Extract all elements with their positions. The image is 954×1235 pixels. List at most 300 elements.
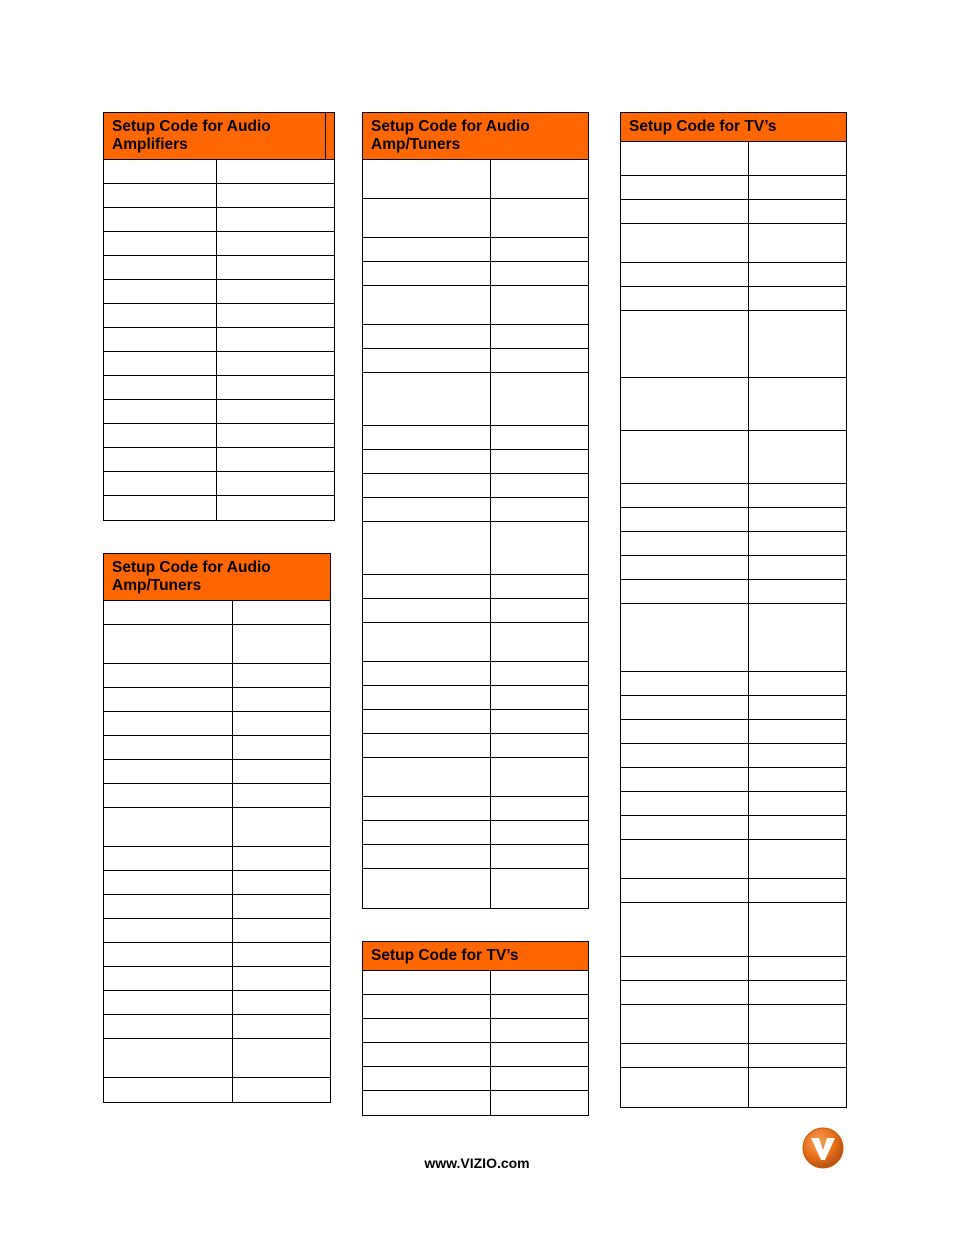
table-cell-brand <box>363 349 491 372</box>
table-cell-brand <box>363 1067 491 1090</box>
table-cell-code <box>491 238 588 261</box>
table-row <box>104 625 330 664</box>
table-row <box>621 1005 846 1044</box>
table-cell-code <box>749 696 846 719</box>
table-cell-brand <box>621 224 749 262</box>
table-cell-brand <box>621 200 749 223</box>
table-cell-brand <box>363 797 491 820</box>
table-cell-brand <box>104 736 233 759</box>
table-row <box>621 879 846 903</box>
table-row <box>104 736 330 760</box>
table-row <box>621 816 846 840</box>
table-row <box>621 604 846 672</box>
table-header <box>363 113 588 160</box>
table-header <box>104 554 330 601</box>
table-cell-code <box>749 903 846 956</box>
table-row <box>621 580 846 604</box>
table-cell-code <box>217 376 334 399</box>
table-cell-brand <box>621 532 749 555</box>
table-cell-code <box>233 847 330 870</box>
table-header <box>621 113 846 142</box>
table-row <box>621 696 846 720</box>
table-cell-brand <box>104 184 217 207</box>
table-cell-brand <box>621 903 749 956</box>
table-cell-code <box>749 1068 846 1107</box>
table-cell-brand <box>621 744 749 767</box>
table-row <box>104 304 334 328</box>
table-cell-brand <box>104 376 217 399</box>
table-row <box>363 262 588 286</box>
table-cell-code <box>491 498 588 521</box>
table-cell-code <box>491 522 588 574</box>
table-cell-code <box>749 768 846 791</box>
table-cell-brand <box>363 373 491 425</box>
table-row <box>621 903 846 957</box>
table-row <box>363 1019 588 1043</box>
table-cell-brand <box>104 712 233 735</box>
table-cell-brand <box>363 734 491 757</box>
table-cell-brand <box>104 256 217 279</box>
table-row <box>363 1043 588 1067</box>
table-cell-brand <box>621 879 749 902</box>
table-cell-code <box>233 991 330 1014</box>
table-row <box>621 744 846 768</box>
table-cell-code <box>217 472 334 495</box>
table-row <box>363 474 588 498</box>
table-cell-code <box>233 967 330 990</box>
table-cell-code <box>491 662 588 685</box>
table-cell-code <box>749 532 846 555</box>
table-cell-brand <box>621 840 749 878</box>
vizio-v-logo-icon <box>801 1126 845 1170</box>
table-cell-brand <box>104 472 217 495</box>
table-row <box>104 760 330 784</box>
table-cell-code <box>233 1039 330 1077</box>
table-row <box>363 662 588 686</box>
table-cell-code <box>233 1078 330 1102</box>
table-cell-brand <box>363 599 491 622</box>
table-cell-code <box>749 672 846 695</box>
table-row <box>104 424 334 448</box>
table-cell-brand <box>363 575 491 598</box>
table-row <box>621 311 846 378</box>
table-row <box>363 522 588 575</box>
table-cell-code <box>491 758 588 796</box>
table-row <box>104 664 330 688</box>
table-cell-code <box>491 349 588 372</box>
table-row <box>363 498 588 522</box>
table-cell-code <box>749 224 846 262</box>
table-cell-brand <box>104 847 233 870</box>
table-row <box>104 376 334 400</box>
table-cell-code <box>749 957 846 980</box>
table-cell-brand <box>363 821 491 844</box>
table-cell-code <box>749 556 846 579</box>
table-cell-brand <box>363 845 491 868</box>
table-cell-code <box>749 142 846 175</box>
table-cell-brand <box>621 696 749 719</box>
table-cell-code <box>233 943 330 966</box>
table-cell-brand <box>104 808 233 846</box>
table-cell-brand <box>621 287 749 310</box>
table-cell-code <box>217 400 334 423</box>
table-cell-brand <box>104 625 233 663</box>
table-cell-brand <box>363 686 491 709</box>
table-cell-code <box>233 784 330 807</box>
table-cell-code <box>233 736 330 759</box>
table-row <box>363 238 588 262</box>
table-cell-brand <box>104 760 233 783</box>
table-row <box>104 472 334 496</box>
table-row <box>621 484 846 508</box>
table-cell-code <box>491 686 588 709</box>
table-cell-brand <box>621 431 749 483</box>
table-cell-brand <box>621 378 749 430</box>
table-row <box>621 840 846 879</box>
table-row <box>104 160 334 184</box>
table-row <box>104 448 334 472</box>
table-row <box>621 672 846 696</box>
table-row <box>621 1068 846 1107</box>
table-row <box>621 378 846 431</box>
table-row <box>104 919 330 943</box>
table-row <box>104 784 330 808</box>
setup-code-table-audio-amplifiers <box>103 112 335 521</box>
table-row <box>621 263 846 287</box>
table-row <box>363 758 588 797</box>
table-row <box>363 286 588 325</box>
table-row <box>363 373 588 426</box>
table-cell-code <box>491 797 588 820</box>
table-cell-code <box>233 688 330 711</box>
table-row <box>104 712 330 736</box>
table-row <box>104 352 334 376</box>
table-cell-code <box>217 424 334 447</box>
table-cell-code <box>491 1067 588 1090</box>
table-row <box>621 556 846 580</box>
table-cell-code <box>749 792 846 815</box>
table-cell-brand <box>104 280 217 303</box>
table-cell-brand <box>363 1019 491 1042</box>
table-cell-brand <box>104 895 233 918</box>
table-cell-code <box>491 1019 588 1042</box>
table-row <box>621 142 846 176</box>
table-cell-brand <box>363 160 491 198</box>
table-cell-code <box>749 484 846 507</box>
table-row <box>621 768 846 792</box>
table-cell-code <box>491 1043 588 1066</box>
table-row <box>363 734 588 758</box>
table-row <box>104 991 330 1015</box>
table-cell-brand <box>363 498 491 521</box>
table-cell-brand <box>104 1078 233 1102</box>
table-cell-brand <box>104 664 233 687</box>
table-cell-code <box>491 623 588 661</box>
table-cell-code <box>491 373 588 425</box>
table-cell-code <box>491 1091 588 1115</box>
table-cell-code <box>749 744 846 767</box>
table-row <box>363 821 588 845</box>
table-cell-brand <box>621 311 749 377</box>
table-cell-code <box>749 378 846 430</box>
table-cell-brand <box>104 208 217 231</box>
table-title: Setup Code for Audio Amplifiers <box>112 118 271 153</box>
table-cell-brand <box>363 474 491 497</box>
table-row <box>363 869 588 908</box>
table-row <box>363 845 588 869</box>
setup-code-table-audio-amp-tuners-middle <box>362 112 589 909</box>
table-cell-brand <box>104 943 233 966</box>
table-cell-code <box>217 328 334 351</box>
table-cell-code <box>749 879 846 902</box>
table-row <box>363 575 588 599</box>
table-row <box>363 450 588 474</box>
table-cell-brand <box>363 995 491 1018</box>
table-cell-brand <box>621 1005 749 1043</box>
table-row <box>621 431 846 484</box>
setup-code-table-audio-amp-tuners-left <box>103 553 331 1103</box>
table-row <box>363 971 588 995</box>
table-cell-brand <box>104 352 217 375</box>
table-row <box>104 895 330 919</box>
table-row <box>363 1067 588 1091</box>
table-row <box>363 995 588 1019</box>
table-cell-brand <box>104 424 217 447</box>
table-row <box>363 623 588 662</box>
table-cell-code <box>217 256 334 279</box>
table-cell-brand <box>363 1091 491 1115</box>
table-cell-code <box>491 710 588 733</box>
table-row <box>104 943 330 967</box>
table-row <box>363 710 588 734</box>
table-row <box>363 797 588 821</box>
table-cell-brand <box>104 967 233 990</box>
table-header <box>104 113 334 160</box>
table-title: Setup Code for Audio Amp/Tuners <box>112 559 271 594</box>
table-cell-brand <box>104 400 217 423</box>
table-cell-code <box>217 496 334 520</box>
table-cell-brand <box>104 1039 233 1077</box>
table-cell-code <box>749 1044 846 1067</box>
table-cell-brand <box>621 1068 749 1107</box>
table-cell-brand <box>363 869 491 908</box>
table-row <box>104 208 334 232</box>
table-cell-code <box>749 840 846 878</box>
table-cell-brand <box>363 325 491 348</box>
table-row <box>104 280 334 304</box>
table-cell-brand <box>621 768 749 791</box>
table-cell-code <box>233 895 330 918</box>
table-cell-brand <box>621 957 749 980</box>
table-cell-brand <box>363 262 491 285</box>
table-cell-brand <box>621 176 749 199</box>
table-row <box>363 199 588 238</box>
table-row <box>104 847 330 871</box>
table-cell-brand <box>621 981 749 1004</box>
table-cell-code <box>491 160 588 198</box>
table-cell-code <box>749 604 846 671</box>
table-cell-brand <box>621 556 749 579</box>
table-cell-brand <box>363 623 491 661</box>
table-cell-brand <box>363 199 491 237</box>
table-row <box>363 160 588 199</box>
table-row <box>104 328 334 352</box>
table-row <box>104 184 334 208</box>
table-cell-brand <box>621 816 749 839</box>
table-row <box>621 200 846 224</box>
table-cell-brand <box>104 688 233 711</box>
table-row <box>104 496 334 520</box>
table-cell-brand <box>621 580 749 603</box>
table-cell-brand <box>363 710 491 733</box>
table-row <box>104 967 330 991</box>
setup-code-table-tvs-middle <box>362 941 589 1116</box>
table-cell-code <box>491 286 588 324</box>
footer-website-url: www.VIZIO.com <box>424 1155 530 1171</box>
table-cell-brand <box>363 971 491 994</box>
table-row <box>363 426 588 450</box>
table-cell-brand <box>104 448 217 471</box>
table-cell-code <box>233 919 330 942</box>
table-cell-code <box>217 280 334 303</box>
table-cell-code <box>491 821 588 844</box>
table-row <box>104 871 330 895</box>
table-cell-code <box>749 816 846 839</box>
table-cell-brand <box>363 662 491 685</box>
table-cell-brand <box>621 508 749 531</box>
table-row <box>621 176 846 200</box>
table-row <box>363 325 588 349</box>
table-cell-code <box>491 599 588 622</box>
table-row <box>104 601 330 625</box>
table-row <box>621 981 846 1005</box>
table-row <box>621 1044 846 1068</box>
table-cell-code <box>233 871 330 894</box>
table-cell-code <box>491 450 588 473</box>
table-cell-brand <box>104 160 217 183</box>
table-row <box>104 256 334 280</box>
setup-code-table-tvs-right <box>620 112 847 1108</box>
table-row <box>363 599 588 623</box>
table-cell-code <box>491 971 588 994</box>
table-cell-brand <box>621 792 749 815</box>
table-cell-brand <box>363 450 491 473</box>
table-row <box>621 792 846 816</box>
table-cell-code <box>749 580 846 603</box>
table-cell-brand <box>621 484 749 507</box>
table-row <box>621 957 846 981</box>
table-cell-brand <box>621 1044 749 1067</box>
table-cell-code <box>217 208 334 231</box>
table-cell-code <box>749 431 846 483</box>
table-cell-code <box>491 575 588 598</box>
table-row <box>104 400 334 424</box>
table-row <box>104 688 330 712</box>
table-cell-code <box>233 712 330 735</box>
table-cell-code <box>491 474 588 497</box>
table-cell-code <box>749 311 846 377</box>
table-cell-brand <box>621 263 749 286</box>
table-row <box>621 720 846 744</box>
table-title: Setup Code for Audio Amp/Tuners <box>371 118 530 153</box>
table-cell-code <box>217 232 334 255</box>
table-cell-brand <box>363 426 491 449</box>
table-row <box>104 1078 330 1102</box>
table-cell-brand <box>363 758 491 796</box>
table-row <box>104 808 330 847</box>
table-cell-code <box>749 176 846 199</box>
table-cell-code <box>217 352 334 375</box>
table-cell-brand <box>104 601 233 624</box>
table-cell-code <box>491 199 588 237</box>
table-cell-code <box>217 448 334 471</box>
table-cell-brand <box>621 604 749 671</box>
table-cell-brand <box>621 142 749 175</box>
table-row <box>104 232 334 256</box>
table-cell-brand <box>621 672 749 695</box>
table-row <box>104 1039 330 1078</box>
table-row <box>621 532 846 556</box>
table-cell-code <box>749 287 846 310</box>
table-cell-code <box>233 601 330 624</box>
table-row <box>363 349 588 373</box>
table-cell-code <box>749 981 846 1004</box>
table-cell-code <box>217 160 334 183</box>
table-cell-brand <box>621 720 749 743</box>
table-cell-code <box>749 200 846 223</box>
table-row <box>621 224 846 263</box>
table-cell-code <box>749 1005 846 1043</box>
table-cell-brand <box>363 522 491 574</box>
table-row <box>621 287 846 311</box>
table-title: Setup Code for TV’s <box>629 118 777 135</box>
table-cell-code <box>749 508 846 531</box>
table-cell-code <box>491 845 588 868</box>
table-row <box>621 508 846 532</box>
table-cell-code <box>749 720 846 743</box>
table-cell-brand <box>104 328 217 351</box>
table-cell-brand <box>363 286 491 324</box>
table-row <box>104 1015 330 1039</box>
table-cell-code <box>233 625 330 663</box>
table-cell-brand <box>104 871 233 894</box>
table-row <box>363 686 588 710</box>
table-cell-brand <box>104 496 217 520</box>
table-cell-code <box>233 664 330 687</box>
table-cell-code <box>491 262 588 285</box>
table-cell-code <box>217 184 334 207</box>
table-cell-brand <box>104 232 217 255</box>
table-cell-code <box>749 263 846 286</box>
table-cell-code <box>233 808 330 846</box>
table-row <box>363 1091 588 1115</box>
table-cell-code <box>233 1015 330 1038</box>
table-cell-code <box>217 304 334 327</box>
table-cell-brand <box>104 991 233 1014</box>
table-cell-brand <box>104 1015 233 1038</box>
table-cell-code <box>491 325 588 348</box>
table-cell-code <box>491 995 588 1018</box>
table-title: Setup Code for TV’s <box>371 947 519 964</box>
table-header <box>363 942 588 971</box>
table-cell-code <box>491 426 588 449</box>
table-cell-brand <box>363 238 491 261</box>
table-cell-code <box>233 760 330 783</box>
table-cell-code <box>491 869 588 908</box>
table-cell-code <box>491 734 588 757</box>
table-cell-brand <box>104 919 233 942</box>
table-cell-brand <box>104 304 217 327</box>
